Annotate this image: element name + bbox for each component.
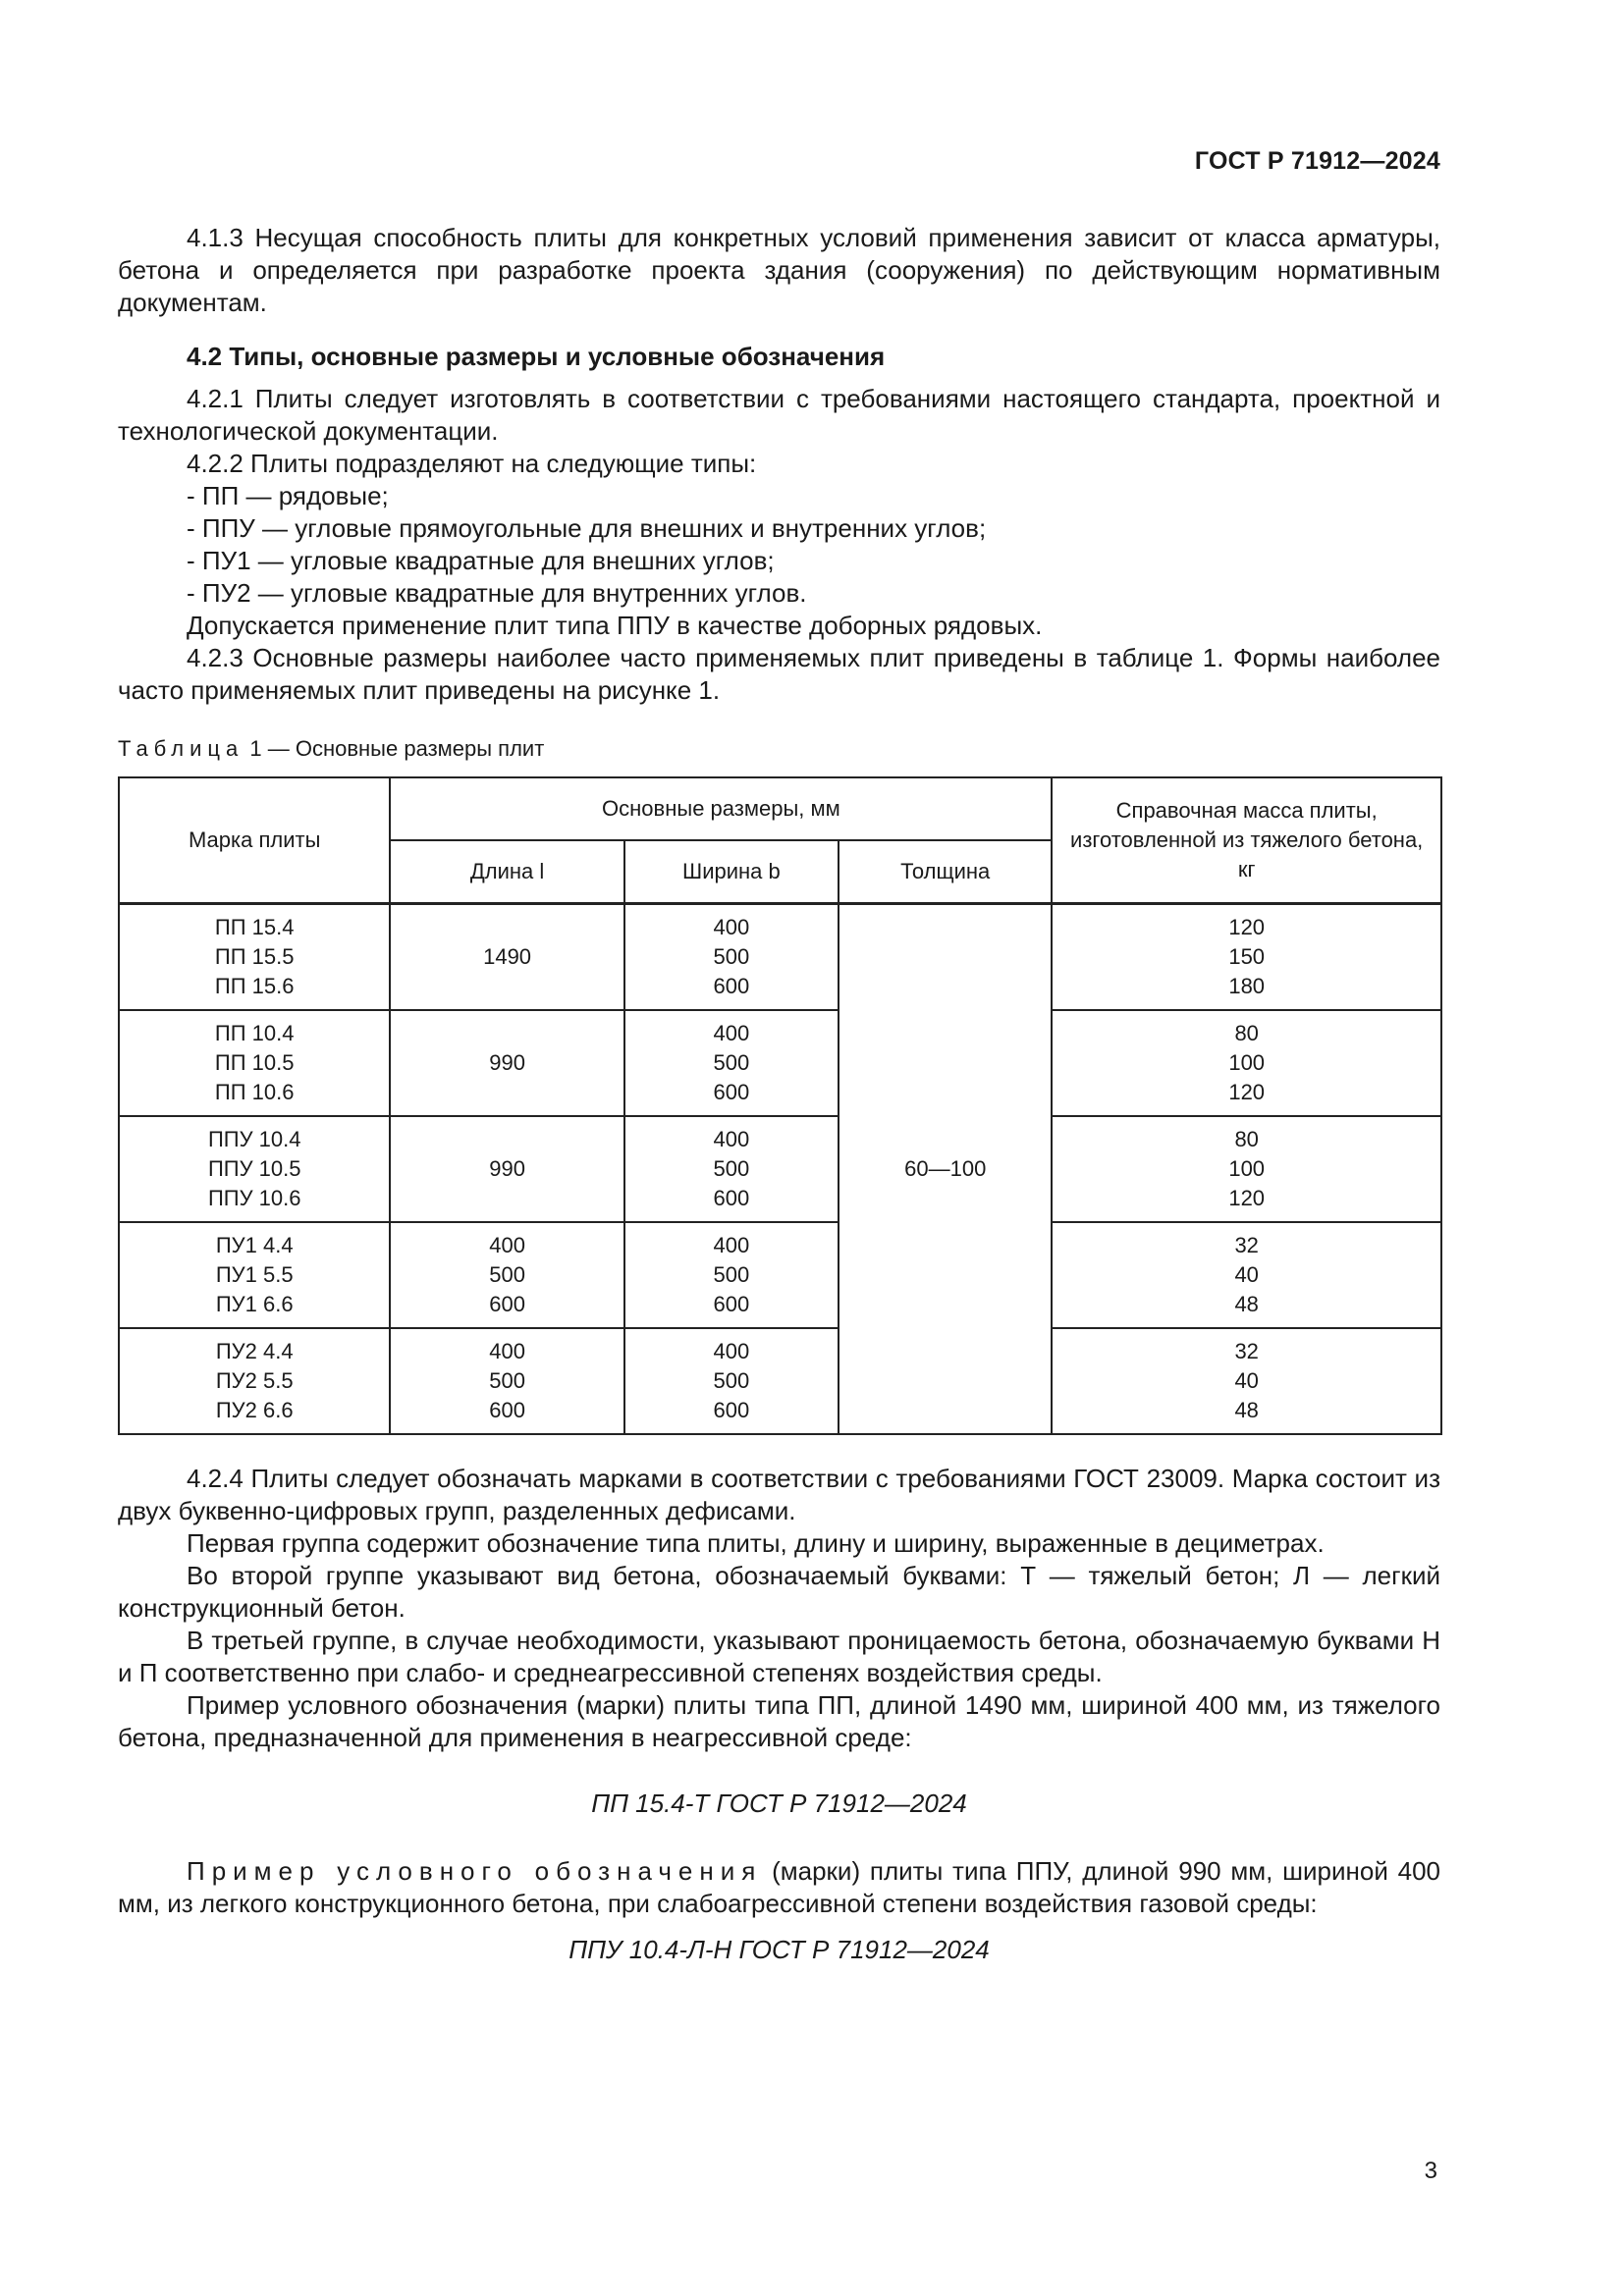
dimensions-table: [118, 776, 1442, 1435]
section-4-2-title: 4.2 Типы, основные размеры и условные обозначения: [187, 342, 886, 371]
mass-value: 40: [1234, 1262, 1259, 1287]
mark-value: ПУ2 6.6: [215, 1398, 294, 1422]
mass-value: 180: [1228, 974, 1266, 998]
mass-value: 80: [1234, 1127, 1259, 1151]
example-2-lead: Пример условного обозначения: [187, 1856, 763, 1886]
mark-value: ПУ1 4.4: [215, 1233, 294, 1257]
paragraph-4-2-2: 4.2.2 Плиты подразделяют на следующие типы:: [187, 449, 757, 478]
mark-value: ПП 15.5: [214, 944, 295, 969]
length-value: 990: [489, 1050, 525, 1075]
width-value: 600: [713, 1292, 750, 1316]
cell-length: [390, 1328, 623, 1434]
cell-length: [390, 1222, 623, 1328]
header-mass: Справочная масса плиты, изготовленной из тяжелого бетона, кг: [1052, 777, 1441, 904]
cell-mass: [1052, 1010, 1441, 1116]
mass-value: 48: [1234, 1398, 1259, 1422]
table-row: [119, 1116, 1441, 1222]
cell-marks: [119, 1010, 390, 1116]
mass-value: 40: [1234, 1368, 1259, 1393]
width-value: 600: [713, 1186, 750, 1210]
page-number: 3: [1424, 2158, 1437, 2184]
header-mark: Марка плиты: [119, 777, 390, 904]
cell-marks: [119, 1328, 390, 1434]
table-row: [119, 904, 1441, 1011]
header-length: Длина l: [390, 840, 623, 904]
cell-marks: [119, 904, 390, 1011]
mark-value: ПП 15.6: [214, 974, 295, 998]
width-value: 500: [713, 1050, 750, 1075]
type-item: - ПУ2 — угловые квадратные для внутренних углов.: [187, 578, 807, 608]
mark-value: ПУ1 6.6: [215, 1292, 294, 1316]
mark-value: ПП 10.5: [214, 1050, 295, 1075]
width-value: 400: [713, 1233, 750, 1257]
example-2-designation: ППУ 10.4-Л-Н ГОСТ Р 71912—2024: [568, 1935, 990, 1964]
table-caption: [118, 732, 1440, 765]
paragraph-allowed: Допускается применение плит типа ППУ в качестве доборных рядовых.: [187, 611, 1043, 640]
length-value: 600: [489, 1398, 525, 1422]
paragraph-example-2: [118, 1855, 1440, 1920]
cell-mass: [1052, 1328, 1441, 1434]
document-code-header: ГОСТ Р 71912—2024: [1194, 147, 1440, 175]
length-value: 400: [489, 1339, 525, 1363]
paragraph-4-2-4: 4.2.4 Плиты следует обозначать марками в соответствии с требованиями ГОСТ 23009. Марка состоит из двух буквенно-цифровых групп, разделенных дефисами.: [118, 1464, 1440, 1525]
paragraph-4-1-3: 4.1.3 Несущая способность плиты для конкретных условий применения зависит от класса арматуры, бетона и определяется при разработке проекта здания (сооружения) по действующим нормативным документам.: [118, 223, 1440, 317]
cell-length: [390, 904, 623, 1011]
type-item: - ПП — рядовые;: [187, 481, 389, 510]
width-value: 500: [713, 1156, 750, 1181]
table-row: [119, 1010, 1441, 1116]
length-value: 500: [489, 1368, 525, 1393]
mass-value: 150: [1228, 944, 1266, 969]
cell-mass: [1052, 1116, 1441, 1222]
mass-value: 120: [1228, 1186, 1266, 1210]
cell-width: [624, 1328, 839, 1434]
cell-width: [624, 904, 839, 1011]
cell-marks: [119, 1116, 390, 1222]
cell-width: [624, 1116, 839, 1222]
mass-value: 32: [1234, 1339, 1259, 1363]
width-value: 400: [713, 915, 750, 939]
cell-thickness: 60—100: [839, 904, 1052, 1435]
header-dimensions: Основные размеры, мм: [390, 777, 1052, 840]
mass-value: 120: [1228, 915, 1266, 939]
width-value: 500: [713, 1262, 750, 1287]
width-value: 500: [713, 944, 750, 969]
table-caption-word: Таблица: [118, 736, 244, 761]
mass-value: 80: [1234, 1021, 1259, 1045]
mark-value: ПП 10.4: [214, 1021, 295, 1045]
paragraph-4-2-1: 4.2.1 Плиты следует изготовлять в соответствии с требованиями настоящего стандарта, проектной и технологической документации.: [118, 384, 1440, 446]
cell-length: [390, 1010, 623, 1116]
width-value: 400: [713, 1339, 750, 1363]
paragraph-group-2: Во второй группе указывают вид бетона, обозначаемый буквами: Т — тяжелый бетон; Л — легкий конструкционный бетон.: [118, 1561, 1440, 1623]
width-value: 600: [713, 1080, 750, 1104]
cell-width: [624, 1010, 839, 1116]
example-1-designation: ПП 15.4-Т ГОСТ Р 71912—2024: [591, 1789, 967, 1818]
type-item: - ППУ — угловые прямоугольные для внешних и внутренних углов;: [187, 513, 987, 543]
paragraph-group-3: В третьей группе, в случае необходимости, указывают проницаемость бетона, обозначаемую буквами Н и П соответственно при слабо- и среднеагрессивной степенях воздействия среды.: [118, 1626, 1440, 1687]
width-value: 600: [713, 974, 750, 998]
table-row: [119, 1222, 1441, 1328]
type-item: - ПУ1 — угловые квадратные для внешних углов;: [187, 546, 775, 575]
table-row: [119, 1328, 1441, 1434]
example-2-rest: (марки) плиты типа ППУ, длиной 990 мм, шириной 400 мм, из легкого конструкционного бетона, при слабоагрессивной степени воздействия газовой среды:: [118, 1856, 1441, 1918]
header-width: Ширина b: [624, 840, 839, 904]
mark-value: ПП 10.6: [214, 1080, 295, 1104]
page-content: [118, 222, 1440, 1966]
mark-value: ПУ2 4.4: [215, 1339, 294, 1363]
mark-value: ПП 15.4: [214, 915, 295, 939]
length-value: 500: [489, 1262, 525, 1287]
length-value: 400: [489, 1233, 525, 1257]
width-value: 500: [713, 1368, 750, 1393]
mark-value: ППУ 10.4: [207, 1127, 301, 1151]
mark-value: ППУ 10.5: [207, 1156, 301, 1181]
mass-value: 32: [1234, 1233, 1259, 1257]
length-value: 600: [489, 1292, 525, 1316]
table-caption-text: 1 — Основные размеры плит: [249, 736, 545, 761]
length-value: 990: [489, 1156, 525, 1181]
mark-value: ППУ 10.6: [207, 1186, 301, 1210]
cell-mass: [1052, 904, 1441, 1011]
mark-value: ПУ1 5.5: [215, 1262, 294, 1287]
paragraph-example-1: Пример условного обозначения (марки) плиты типа ПП, длиной 1490 мм, шириной 400 мм, из тяжелого бетона, предназначенной для применения в неагрессивной среде:: [118, 1690, 1440, 1752]
paragraph-group-1: Первая группа содержит обозначение типа плиты, длину и ширину, выраженные в дециметрах.: [187, 1528, 1325, 1558]
mass-value: 100: [1228, 1156, 1266, 1181]
cell-width: [624, 1222, 839, 1328]
mass-value: 100: [1228, 1050, 1266, 1075]
width-value: 600: [713, 1398, 750, 1422]
width-value: 400: [713, 1127, 750, 1151]
paragraph-4-2-3: 4.2.3 Основные размеры наиболее часто применяемых плит приведены в таблице 1. Формы наиболее часто применяемых плит приведены на рисунке 1.: [118, 643, 1440, 705]
length-value: 1490: [483, 944, 532, 969]
mass-value: 120: [1228, 1080, 1266, 1104]
header-thickness: Толщина: [839, 840, 1052, 904]
mark-value: ПУ2 5.5: [215, 1368, 294, 1393]
cell-length: [390, 1116, 623, 1222]
cell-mass: [1052, 1222, 1441, 1328]
mass-value: 48: [1234, 1292, 1259, 1316]
cell-marks: [119, 1222, 390, 1328]
width-value: 400: [713, 1021, 750, 1045]
